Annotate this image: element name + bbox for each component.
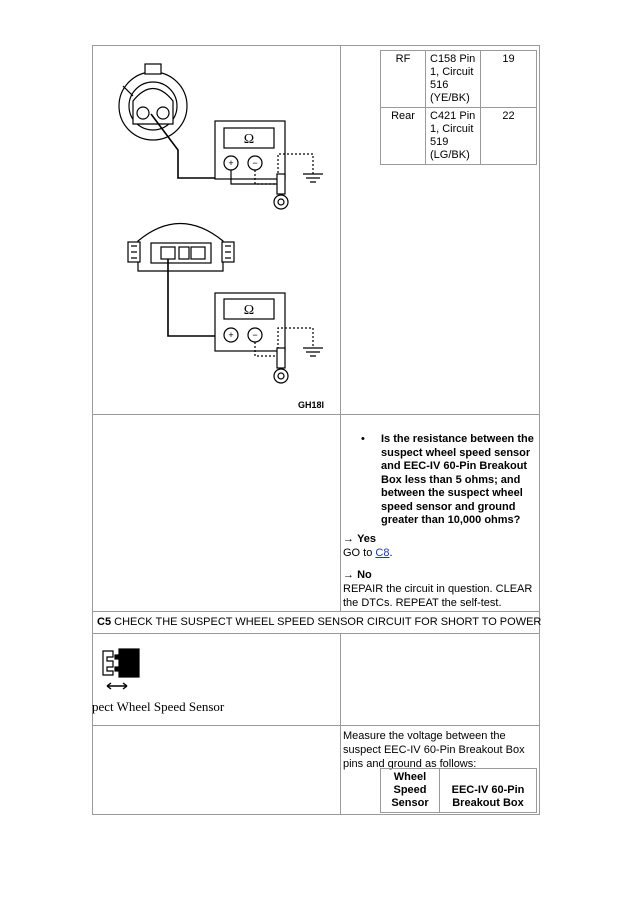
row-divider	[92, 414, 540, 415]
table-row	[381, 769, 537, 813]
breakout-cell: 19	[481, 51, 537, 108]
row-divider	[92, 611, 540, 612]
header-breakout-box: EEC-IV 60-Pin Breakout Box	[440, 769, 537, 813]
plus-terminal: +	[228, 158, 234, 168]
resistance-question: Is the resistance between the suspect wheel speed sensor and EEC-IV 60-Pin Breakout Box less than 5 ohms; and between the suspect wheel speed sensor and ground greater than 10,000 ohms?	[381, 433, 534, 526]
voltage-table	[380, 768, 537, 813]
column-divider	[340, 633, 341, 815]
wheel-cell: Rear	[381, 108, 426, 165]
row-divider	[92, 725, 540, 726]
table-row	[381, 108, 537, 165]
yes-branch: → Yes GO to C8.	[343, 533, 393, 559]
table-row	[381, 51, 537, 108]
no-branch: → No REPAIR the circuit in question. CLEAR the DTCs. REPEAT the self-test.	[343, 569, 533, 609]
step-code: C5	[97, 616, 112, 628]
figure-id: GH18I	[297, 400, 324, 410]
step-c5-header	[97, 616, 541, 628]
bullet: •	[361, 433, 365, 445]
no-label: No	[357, 569, 372, 581]
wheel-cell: RF	[381, 51, 426, 108]
minus-terminal: −	[252, 330, 258, 340]
measure-instructions: Measure the voltage between the suspect EEC-IV 60-Pin Breakout Box pins and ground as follows:	[343, 730, 525, 770]
breakout-cell: 22	[481, 108, 537, 165]
pin-cell: C158 Pin 1, Circuit 516 (YE/BK)	[426, 51, 481, 108]
row-divider	[92, 633, 540, 634]
pin-table	[380, 50, 537, 165]
ohm-symbol: Ω	[243, 132, 255, 147]
pin-cell: C421 Pin 1, Circuit 519 (LG/BK)	[426, 108, 481, 165]
sensor-label: pect Wheel Speed Sensor	[92, 699, 225, 714]
header-wheel-speed-sensor: Wheel Speed Sensor	[381, 769, 440, 813]
wheel-speed-sensor-icon	[97, 645, 143, 691]
minus-terminal: −	[252, 158, 258, 168]
ohm-symbol: Ω	[243, 303, 255, 318]
arrow-icon: →	[343, 533, 354, 545]
wiring-diagram	[93, 46, 340, 414]
yes-label: Yes	[357, 533, 377, 545]
goto-c8-link[interactable]: C8	[375, 547, 390, 559]
arrow-icon: →	[343, 569, 354, 581]
step-title: CHECK THE SUSPECT WHEEL SPEED SENSOR CIRCUIT FOR SHORT TO POWER	[111, 616, 542, 628]
plus-terminal: +	[228, 330, 234, 340]
column-divider	[340, 45, 341, 612]
